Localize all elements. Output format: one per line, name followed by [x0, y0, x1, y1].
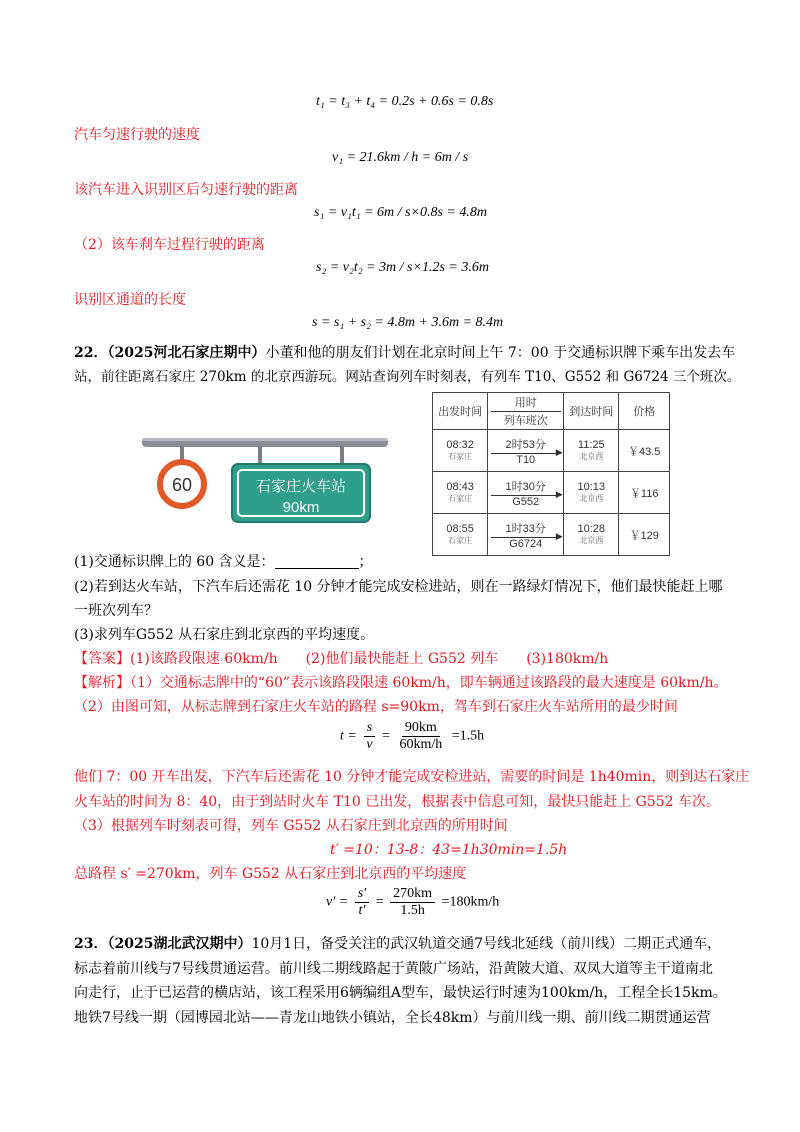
sub-question-2-line1: (2)若到达火车站，下汽车后还需花 10 分钟才能完成安检进站，则在一路绿灯情况下，他们最快能赶上哪: [74, 579, 723, 595]
price: ￥116: [619, 472, 670, 514]
equation-v1: v₁ = 21.6km / h = 6m / s: [332, 150, 469, 165]
arrow-icon: ▶: [555, 530, 563, 541]
text-line: （2）该车刹车过程行驶的距离: [74, 237, 265, 253]
arrival-station: 北京西: [579, 536, 604, 545]
header-duration-train: [488, 393, 564, 430]
train-number: T10: [516, 453, 536, 466]
equation-s: s = s₁ + s₂ = 4.8m + 3.6m = 8.4m: [312, 315, 504, 330]
explanation-line: （2）由图可知，从标志牌到石家庄火车站的路程 s=90km，驾车到石家庄火车站所用的最少时间: [74, 699, 678, 715]
question-number: 22．（2025河北石家庄期中）: [74, 345, 266, 361]
equation-t1: t₁ = t₃ + t₄ = 0.2s + 0.6s = 0.8s: [316, 94, 494, 109]
question-text: 小董和他的朋友们计划在北京时间上午 7：00 于交通标识牌下乘车出发去车: [265, 345, 736, 361]
question-text: 10月1日，备受关注的武汉轨道交通7号线北延线（前川线）二期正式通车，: [251, 936, 722, 952]
arrival-station: 北京西: [579, 494, 604, 503]
question-22-line2: 站，前往距离石家庄 270km 的北京西游玩。网站查询列车时刻表，有列车 T10、G552 和 G6724 三个班次。: [74, 369, 741, 385]
duration: 2时53分: [491, 436, 561, 454]
departure-time: 08:43: [446, 481, 474, 493]
station-distance: 90km: [282, 499, 320, 516]
sub-question-2-line2: 一班次列车？: [74, 603, 158, 619]
arrival-station: 北京西: [579, 452, 604, 461]
header-price: 价格: [619, 393, 670, 430]
price: ￥43.5: [619, 430, 670, 472]
header-train: 列车班次: [503, 415, 548, 427]
departure-station: 石家庄: [448, 452, 473, 461]
question-23-line1: [74, 934, 721, 954]
departure-time: 08:32: [446, 439, 474, 451]
question-23-line3: 向走行，止于已运营的横店站，该工程采用6辆编组A型车，最快运行时速为100km/h，工程全长15km。: [74, 985, 727, 1001]
duration: 1时30分: [491, 478, 561, 496]
question-23-line4: 地铁7号线一期（园博园北站——青龙山地铁小镇站，全长48km）与前川线一期、前川线二期贯通运营: [74, 1010, 711, 1026]
sub-question-1-end: ；: [358, 554, 373, 570]
departure-station: 石家庄: [448, 494, 473, 503]
explanation-line: 火车站的时间为 8：40，由于到站时火车 T10 已出发，根据表中信息可知，最快只能赶上 G552 车次。: [74, 794, 721, 810]
header-arrival: 到达时间: [564, 393, 619, 430]
traffic-sign: [140, 432, 390, 532]
train-timetable: [432, 392, 670, 556]
equation-v-prime: v′ = $\frac{s'}{t'}$ = $\frac{270km}{1.5h}$ =180km/h: [326, 886, 500, 918]
question-22-line1: [74, 343, 735, 363]
table-row: [433, 514, 670, 556]
explanation-line: 【解析】（1）交通标志牌中的“60”表示该路段限速 60km/h，即车辆通过该路段的最大速度是 60km/h。: [74, 675, 728, 691]
answer-line: 【答案】(1)该路段限速 60km/h (2)他们最快能赶上 G552 列车 (3)180km/h: [74, 651, 609, 667]
explanation-line: 他们 7：00 开车出发，下汽车后还需花 10 分钟才能完成安检进站，需要的时间是 1h40min，则到达石家庄: [74, 769, 750, 785]
text-line: 该汽车进入识别区后匀速行驶的距离: [74, 182, 298, 198]
header-duration: 用时: [491, 394, 561, 412]
equation-t-prime: t′ =10：13-8：43=1h30min=1.5h: [330, 842, 568, 858]
question-number: 23．（2025湖北武汉期中）: [74, 936, 252, 952]
train-number: G552: [512, 495, 540, 508]
sub-question-3: (3)求列车G552 从石家庄到北京西的平均速度。: [74, 627, 375, 643]
question-23-line2: 标志着前川线与7号线贯通运营。前川线二期线路起于黄陂广场站，沿黄陂大道、双凤大道等主干道南北: [74, 961, 713, 977]
text-line: 识别区通道的长度: [74, 292, 186, 308]
price: ￥129: [619, 514, 670, 556]
header-departure: 出发时间: [433, 393, 488, 430]
station-name: 石家庄火车站: [255, 477, 347, 495]
equation-s2: s₂ = v₂t₂ = 3m / s×1.2s = 3.6m: [316, 260, 489, 275]
departure-station: 石家庄: [448, 536, 473, 545]
arrival-time: 11:25: [577, 439, 605, 451]
sub-question-1: [74, 552, 373, 572]
equation-s1: s₁ = v₁t₁ = 6m / s×0.8s = 4.8m: [314, 205, 487, 220]
train-number: G6724: [509, 537, 543, 550]
table-row: [433, 472, 670, 514]
arrow-icon: ▶: [555, 446, 563, 457]
speed-limit-number: 60: [171, 475, 193, 495]
explanation-line: 总路程 s′ =270km，列车 G552 从石家庄到北京西的平均速度: [74, 866, 467, 882]
arrival-time: 10:28: [577, 523, 606, 535]
sub-question-1-text: (1)交通标识牌上的 60 含义是：: [74, 554, 275, 570]
duration: 1时33分: [491, 520, 561, 538]
table-row: [433, 430, 670, 472]
explanation-line: （3）根据列车时刻表可得，列车 G552 从石家庄到北京西的所用时间: [74, 818, 508, 834]
answer-blank: [275, 554, 359, 569]
departure-time: 08:55: [446, 523, 474, 535]
text-line: 汽车匀速行驶的速度: [74, 127, 200, 143]
arrow-icon: ▶: [555, 488, 563, 499]
arrival-time: 10:13: [577, 481, 606, 493]
equation-t: t = $\frac{s}{v}$ = $\frac{90km}{60km/h}$ =1.5h: [340, 720, 485, 752]
